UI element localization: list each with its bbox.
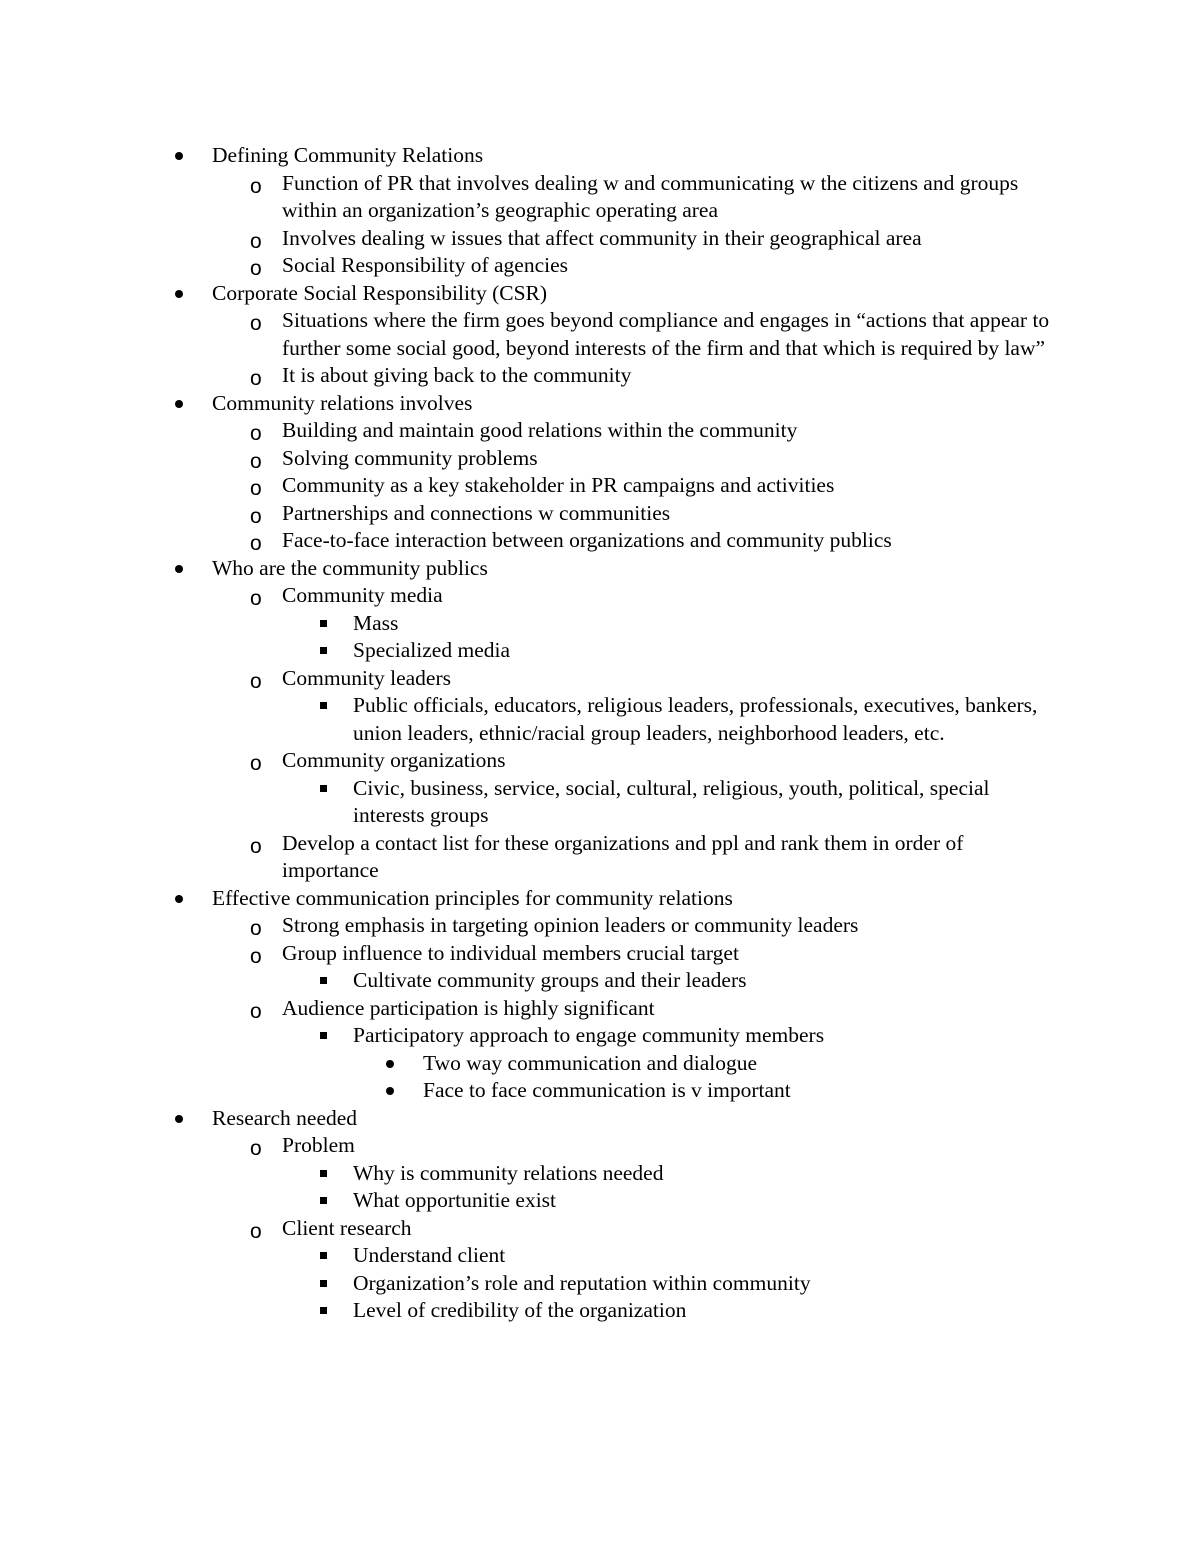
outline-item-level-2 (353, 637, 1053, 665)
bullet-dot-icon (175, 895, 183, 903)
outline-item-text: Research needed (212, 1105, 358, 1130)
bullet-square-icon (320, 647, 327, 654)
outline-item-level-2 (353, 1160, 1053, 1188)
bullet-dot-icon (175, 290, 183, 298)
outline-item-text: Community leaders (282, 665, 451, 690)
outline-item-text: Community organizations (282, 748, 506, 772)
outline-item-text: Defining Community Relations (212, 143, 484, 167)
outline-item-level-1 (282, 940, 1052, 968)
outline-item-level-0 (212, 280, 1052, 308)
outline-item-level-1 (282, 527, 1052, 555)
outline-item-text: Solving community problems (282, 445, 538, 470)
bullet-dot-icon (175, 152, 183, 160)
bullet-square-icon (320, 1032, 327, 1039)
bullet-dot-icon (175, 400, 183, 408)
bullet-circle-icon (250, 451, 262, 472)
outline-item-level-1 (282, 830, 1052, 885)
outline-item-level-1 (282, 665, 1052, 693)
bullet-circle-icon (250, 533, 262, 554)
bullet-circle-icon (250, 313, 262, 334)
outline-item-level-1 (282, 445, 1052, 473)
outline-item-level-0 (212, 390, 1052, 418)
outline-item-level-3 (423, 1050, 1053, 1078)
bullet-square-icon (320, 620, 327, 627)
outline-item-level-1 (282, 362, 1052, 390)
outline-item-text: Corporate Social Responsibility (CSR) (212, 280, 548, 305)
outline-item-level-1 (282, 252, 1052, 280)
outline-item-text: Why is community relations needed (353, 1160, 664, 1185)
bullet-circle-icon (250, 918, 262, 939)
outline-item-text: Organization’s role and reputation within community (353, 1270, 811, 1295)
outline-item-text: Problem (282, 1133, 355, 1157)
bullet-circle-icon (250, 506, 262, 527)
outline-item-text: Mass (353, 610, 399, 635)
outline-item-text: Group influence to individual members crucial target (282, 940, 739, 965)
outline-item-text: Strong emphasis in targeting opinion leaders or community leaders (282, 913, 859, 937)
outline-item-text: Understand client (353, 1243, 506, 1267)
bullet-circle-icon (250, 478, 262, 499)
bullet-dot-icon (175, 565, 183, 573)
outline-item-level-2 (353, 1187, 1053, 1215)
bullet-dot-icon (175, 1115, 183, 1123)
bullet-circle-icon (250, 368, 262, 389)
outline-item-level-0 (212, 1105, 1052, 1133)
outline-item-text: Community relations involves (212, 390, 473, 415)
outline-item-text: Building and maintain good relations within the community (282, 418, 798, 442)
outline-item-level-1 (282, 500, 1052, 528)
bullet-square-icon (320, 1280, 327, 1287)
outline-item-text: Civic, business, service, social, cultural, religious, youth, political, special interests groups (353, 775, 990, 827)
bullet-dot-icon (386, 1060, 394, 1068)
outline-item-text: Client research (282, 1215, 412, 1240)
bullet-circle-icon (250, 176, 262, 197)
outline-item-level-2 (353, 775, 1053, 830)
bullet-square-icon (320, 1307, 327, 1314)
outline-item-level-1 (282, 417, 1052, 445)
outline-item-text: Face-to-face interaction between organizations and community publics (282, 528, 892, 552)
outline-item-text: Two way communication and dialogue (423, 1050, 758, 1075)
outline-item-text: What opportunitie exist (353, 1188, 557, 1212)
outline-item-level-2 (353, 692, 1053, 747)
outline-item-text: Effective communication principles for community relations (212, 885, 733, 910)
outline-item-level-1 (282, 170, 1052, 225)
outline-item-text: Specialized media (353, 638, 510, 662)
outline-item-text: Social Responsibility of agencies (282, 253, 569, 277)
bullet-square-icon (320, 1170, 327, 1177)
outline-item-level-1 (282, 1132, 1052, 1160)
bullet-circle-icon (250, 1001, 262, 1022)
bullet-circle-icon (250, 946, 262, 967)
bullet-outline (0, 142, 1200, 1325)
outline-item-text: Function of PR that involves dealing w and communicating w the citizens and groups within an organization’s geographic operating area (282, 170, 1019, 222)
bullet-circle-icon (250, 258, 262, 279)
outline-item-level-0 (212, 885, 1052, 913)
outline-item-level-2 (353, 1242, 1053, 1270)
outline-item-text: Participatory approach to engage community members (353, 1023, 825, 1047)
outline-item-text: Community media (282, 583, 443, 607)
outline-item-level-2 (353, 1270, 1053, 1298)
outline-item-text: Public officials, educators, religious leaders, professionals, executives, bankers, union leaders, ethnic/racial group leaders, neighborhood leaders, etc. (353, 693, 1038, 745)
bullet-circle-icon (250, 588, 262, 609)
outline-item-level-1 (282, 995, 1052, 1023)
outline-item-text: Develop a contact list for these organizations and ppl and rank them in order of importance (282, 830, 964, 882)
outline-item-text: Who are the community publics (212, 555, 488, 580)
outline-item-level-0 (212, 142, 1052, 170)
outline-item-level-1 (282, 747, 1052, 775)
bullet-square-icon (320, 785, 327, 792)
outline-item-text: Cultivate community groups and their leaders (353, 968, 747, 992)
bullet-square-icon (320, 1197, 327, 1204)
outline-item-level-1 (282, 582, 1052, 610)
outline-item-level-1 (282, 912, 1052, 940)
outline-item-text: Partnerships and connections w communities (282, 500, 671, 525)
outline-item-level-1 (282, 225, 1052, 253)
outline-item-level-0 (212, 555, 1052, 583)
bullet-circle-icon (250, 836, 262, 857)
outline-item-text: Face to face communication is v important (423, 1078, 791, 1102)
bullet-circle-icon (250, 1221, 262, 1242)
bullet-square-icon (320, 1252, 327, 1259)
outline-item-level-1 (282, 307, 1052, 362)
outline-item-text: Audience participation is highly significant (282, 995, 655, 1020)
bullet-circle-icon (250, 1138, 262, 1159)
outline-item-level-1 (282, 1215, 1052, 1243)
bullet-circle-icon (250, 753, 262, 774)
outline-item-level-3 (423, 1077, 1053, 1105)
bullet-dot-icon (386, 1087, 394, 1095)
outline-item-text: Level of credibility of the organization (353, 1298, 687, 1322)
outline-item-level-1 (282, 472, 1052, 500)
bullet-square-icon (320, 702, 327, 709)
outline-item-level-2 (353, 610, 1053, 638)
bullet-circle-icon (250, 671, 262, 692)
outline-item-text: It is about giving back to the community (282, 363, 632, 387)
bullet-circle-icon (250, 231, 262, 252)
outline-item-level-2 (353, 1022, 1053, 1050)
outline-item-text: Community as a key stakeholder in PR campaigns and activities (282, 473, 835, 497)
bullet-circle-icon (250, 423, 262, 444)
outline-item-level-2 (353, 1297, 1053, 1325)
outline-item-text: Situations where the firm goes beyond compliance and engages in “actions that appear to further some social good, beyond interests of the firm and that which is required by law” (282, 308, 1050, 360)
outline-item-level-2 (353, 967, 1053, 995)
outline-item-text: Involves dealing w issues that affect community in their geographical area (282, 225, 922, 250)
bullet-square-icon (320, 977, 327, 984)
